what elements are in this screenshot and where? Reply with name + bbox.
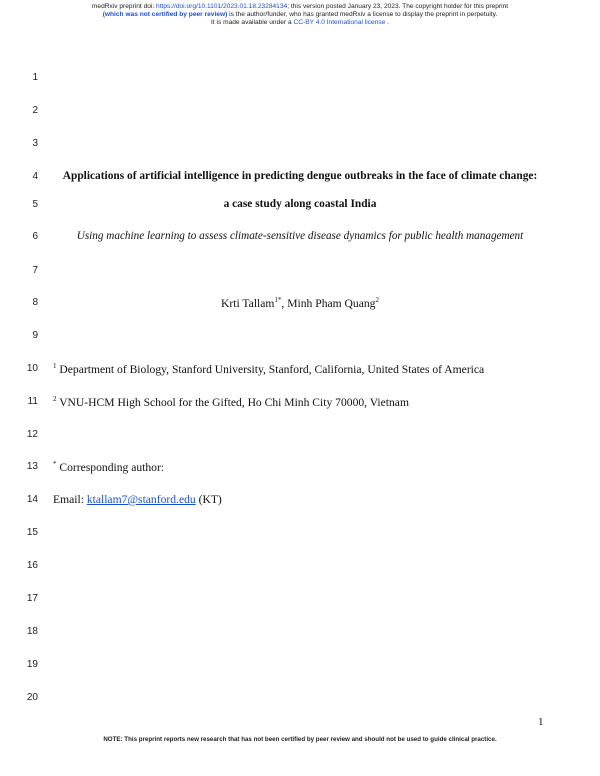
paper-subtitle: Using machine learning to assess climate-sensitive disease dynamics for public health management [76,230,524,242]
author-name: Minh Pham Quang [287,296,376,310]
license-link[interactable]: CC-BY 4.0 International license [293,19,386,27]
peer-review-notice: (which was not certified by peer review) [102,11,228,19]
affiliation-text: Department of Biology, Stanford University, Stanford, California, United States of America [56,362,485,376]
author-affiliation-sup: 2 [375,296,379,304]
line-number: 20 [26,692,38,703]
line-number: 2 [32,105,38,116]
line-number: 3 [32,138,38,149]
affiliation-text: VNU-HCM High School for the Gifted, Ho Chi Minh City 70000, Vietnam [56,395,409,409]
affiliation-1 [53,362,484,376]
affiliation-sup: 1 [53,362,57,370]
author-separator: , [281,296,288,310]
banner-period: . [385,19,390,27]
line-number: 5 [32,199,38,210]
email-suffix: (KT) [195,493,222,506]
banner-doi-label: medRxiv preprint doi: [91,3,157,10]
email-line [53,493,222,506]
line-number: 11 [27,396,38,407]
line-number: 18 [26,626,38,637]
banner-available-text: It is made available under a [210,19,294,27]
preprint-footer-note: NOTE: This preprint reports new research that has not been certified by peer review and should not be used to guide clinical practice. [103,736,497,743]
banner-license-text: is the author/funder, who has granted medRxiv a license to display the preprint in perpetuity. [227,11,498,19]
affiliation-2 [53,395,409,409]
paper-title-line-1: Applications of artificial intelligence in predicting dengue outbreaks in the face of climate change: [62,170,538,182]
line-number: 12 [26,429,38,440]
email-label: Email: [53,493,87,506]
page-number: 1 [538,716,544,728]
author-name: Krti Tallam [221,296,275,310]
email-link[interactable]: ktallam7@stanford.edu [86,493,196,506]
paper-title-line-2: a case study along coastal India [223,198,377,210]
banner-version-text: ; this version posted January 23, 2023. The copyright holder for this preprint [287,3,509,10]
author-affiliation-sup: 1* [274,296,282,304]
banner-line-3 [0,19,600,27]
line-number: 9 [32,330,38,341]
doi-link[interactable]: https://doi.org/10.1101/2023.01.18.23284134 [156,3,288,10]
corresponding-author [53,460,164,474]
banner-line-1 [0,3,600,11]
line-number: 1 [32,72,38,83]
line-number: 13 [26,461,38,472]
line-number: 19 [26,659,38,670]
line-number: 16 [26,560,38,571]
corresponding-text: Corresponding author: [56,460,165,474]
line-number: 17 [26,593,38,604]
affiliation-sup: 2 [53,395,57,403]
corresponding-sup: * [53,460,57,468]
line-number: 7 [32,265,38,276]
line-number: 14 [26,494,38,505]
line-number: 10 [26,363,38,374]
line-number: 6 [32,231,38,242]
banner-line-2 [0,11,600,19]
line-number: 8 [32,297,38,308]
author-list [52,296,548,310]
preprint-banner [0,3,600,28]
line-number: 15 [26,527,38,538]
line-number: 4 [32,171,38,182]
